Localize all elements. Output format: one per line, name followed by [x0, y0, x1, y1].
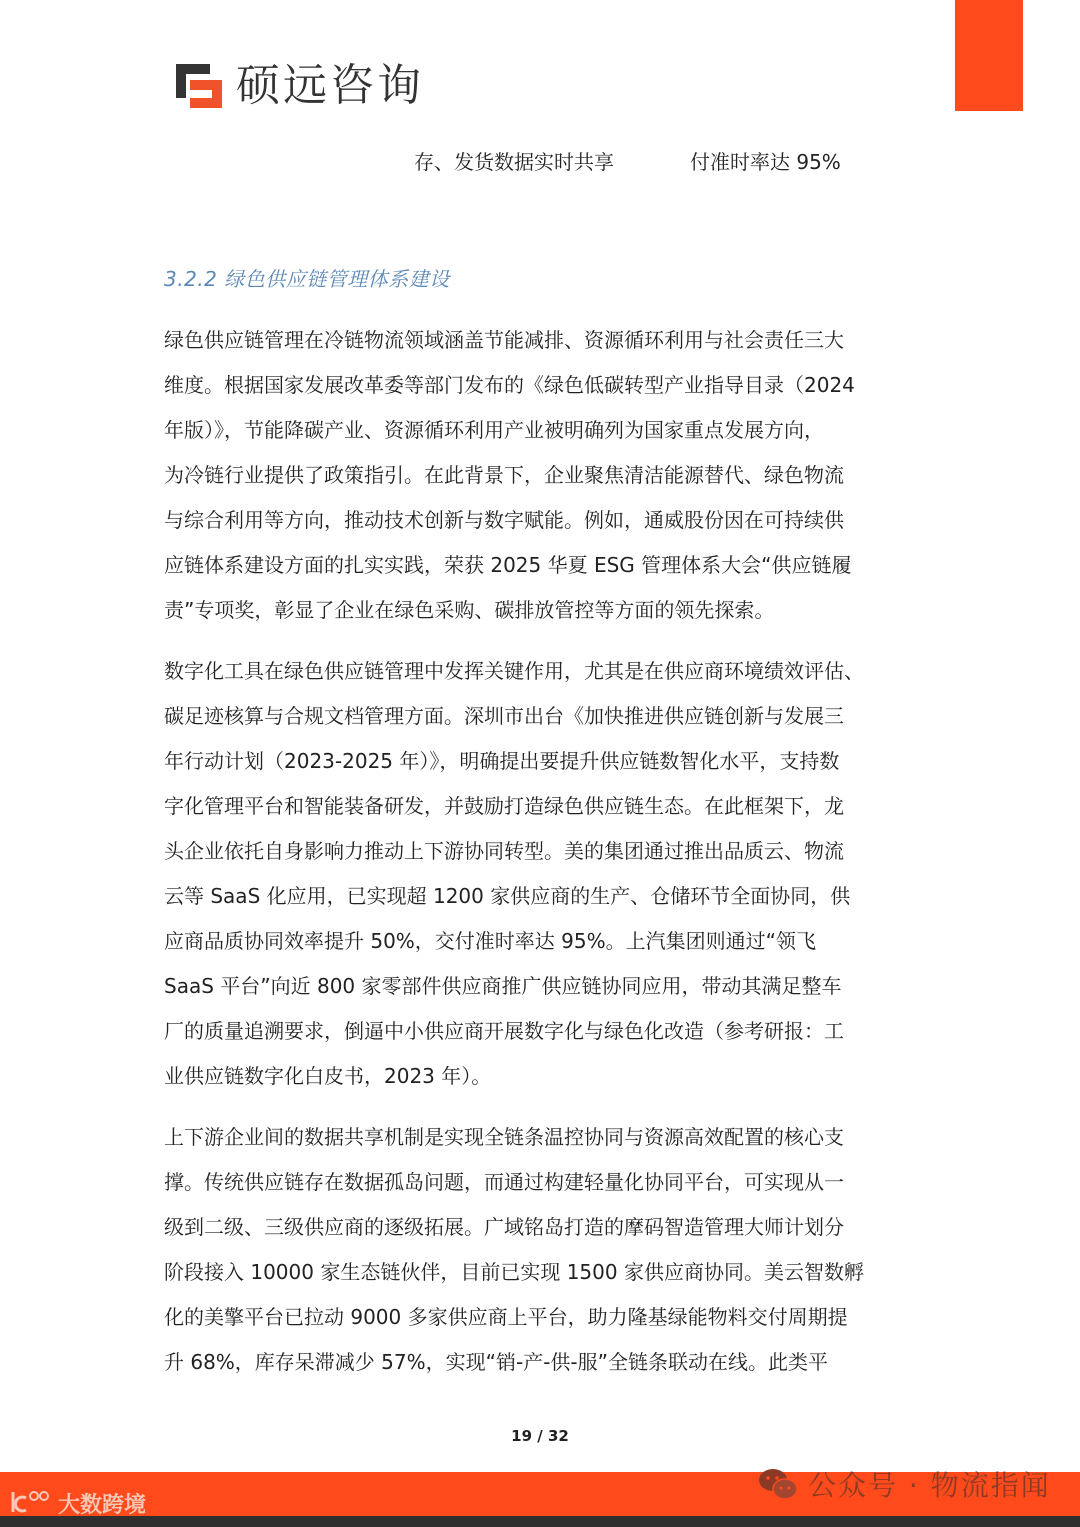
text-line: 为冷链行业提供了政策指引。在此背景下，企业聚焦清洁能源替代、绿色物流	[164, 463, 844, 487]
logo-mark-icon	[176, 64, 228, 108]
text-line: 化的美擎平台已拉动 9000 多家供应商上平台，助力隆基绿能物料交付周期提	[164, 1305, 848, 1329]
text-line: 厂的质量追溯要求，倒逼中小供应商开展数字化与绿色化改造（参考研报：工	[164, 1019, 844, 1043]
watermark-left	[10, 1488, 146, 1519]
watermark-right	[758, 1464, 1051, 1504]
text-line: 绿色供应链管理在冷链物流领域涵盖节能减排、资源循环利用与社会责任三大	[164, 328, 844, 352]
text-line: 阶段接入 10000 家生态链伙伴，目前已实现 1500 家供应商协同。美云智数孵	[164, 1260, 864, 1284]
text-line: 维度。根据国家发展改革委等部门发布的《绿色低碳转型产业指导目录（2024	[164, 373, 855, 397]
header-accent-block	[955, 0, 1023, 111]
footer-dark-strip	[0, 1516, 1080, 1527]
text-line: 年行动计划（2023-2025 年）》，明确提出要提升供应链数智化水平，支持数	[164, 749, 840, 773]
paragraph	[164, 318, 914, 633]
paragraph	[164, 649, 914, 1099]
text-line: 数字化工具在绿色供应链管理中发挥关键作用，尤其是在供应商环境绩效评估、	[164, 659, 864, 683]
text-line: 级到二级、三级供应商的逐级拓展。广域铭岛打造的摩码智造管理大师计划分	[164, 1215, 844, 1239]
text-line: 应商品质协同效率提升 50%，交付准时率达 95%。上汽集团则通过“领飞	[164, 929, 816, 953]
section-heading: 3.2.2 绿色供应链管理体系建设	[164, 267, 450, 291]
text-line: 上下游企业间的数据共享机制是实现全链条温控协同与资源高效配置的核心支	[164, 1125, 844, 1149]
text-line: 升 68%，库存呆滞减少 57%，实现“销-产-供-服”全链条联动在线。此类平	[164, 1350, 828, 1374]
page-number: 19 / 32	[511, 1427, 569, 1445]
text-line: 与综合利用等方向，推动技术创新与数字赋能。例如，通威股份因在可持续供	[164, 508, 844, 532]
text-line: SaaS 平台”向近 800 家零部件供应商推广供应链协同应用，带动其满足整车	[164, 974, 842, 998]
text-line: 应链体系建设方面的扎实实践，荣获 2025 华夏 ESG 管理体系大会“供应链履	[164, 553, 852, 577]
table-cell-fragment: 付准时率达 95%	[690, 150, 841, 174]
text-line: 字化管理平台和智能装备研发，并鼓励打造绿色供应链生态。在此框架下，龙	[164, 794, 844, 818]
logo-text: 硕远咨询	[236, 60, 424, 111]
text-line: 年版）》，节能降碳产业、资源循环利用产业被明确列为国家重点发展方向，	[164, 418, 824, 442]
watermark-left-text: 大数跨境	[58, 1493, 147, 1518]
text-line: 责”专项奖，彰显了企业在绿色采购、碳排放管控等方面的领先探索。	[164, 598, 775, 622]
paragraph	[164, 1115, 914, 1385]
table-cell-fragment: 存、发货数据实时共享	[414, 150, 614, 174]
text-line: 云等 SaaS 化应用，已实现超 1200 家供应商的生产、仓储环节全面协同，供	[164, 884, 851, 908]
watermark-right-text: 公众号 · 物流指闻	[808, 1469, 1051, 1502]
company-logo	[176, 62, 424, 110]
text-line: 碳足迹核算与合规文档管理方面。深圳市出台《加快推进供应链创新与发展三	[164, 704, 844, 728]
wechat-icon	[758, 1467, 798, 1501]
text-line: 业供应链数字化白皮书，2023 年）。	[164, 1064, 492, 1088]
text-line: 头企业依托自身影响力推动上下游协同转型。美的集团通过推出品质云、物流	[164, 839, 844, 863]
text-line: 撑。传统供应链存在数据孤岛问题，而通过构建轻量化协同平台，可实现从一	[164, 1170, 844, 1194]
brand-logo-icon	[10, 1488, 50, 1519]
